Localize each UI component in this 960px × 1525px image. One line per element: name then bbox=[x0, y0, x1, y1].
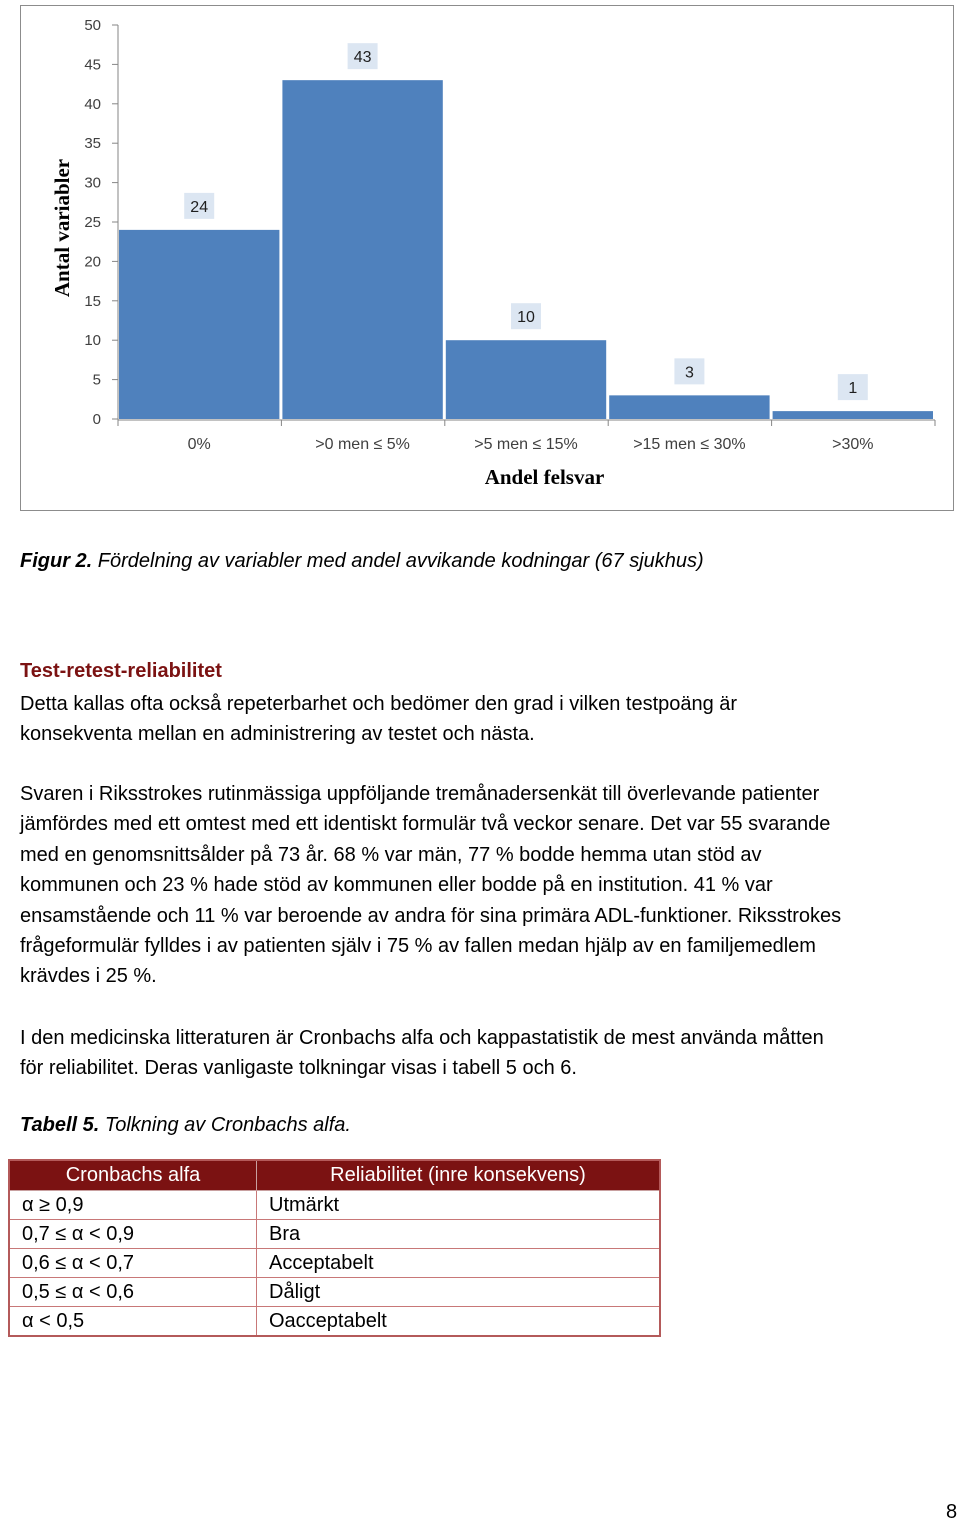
y-tick-label: 50 bbox=[84, 17, 101, 34]
figure-caption-prefix: Figur 2. bbox=[20, 550, 93, 572]
y-tick-label: 0 bbox=[92, 411, 101, 428]
table-caption-prefix: Tabell 5. bbox=[20, 1114, 100, 1136]
paragraph-definition: Detta kallas ofta också repeterbarhet och bedömer den grad i vilken testpoäng är konsekventa mellan en administrering av testet och nästa. bbox=[20, 693, 738, 746]
table-row bbox=[9, 1307, 660, 1337]
x-tick-label: >5 men ≤ 15% bbox=[474, 436, 578, 453]
y-tick-label: 45 bbox=[84, 56, 101, 74]
x-tick-label: >15 men ≤ 30% bbox=[633, 436, 746, 453]
table-cell-alpha: 0,5 ≤ α < 0,6 bbox=[9, 1278, 257, 1307]
cronbach-alpha-table bbox=[8, 1159, 661, 1337]
header-cronbachs-alfa: Cronbachs alfa bbox=[9, 1160, 257, 1191]
y-tick-label: 15 bbox=[84, 292, 101, 310]
table-cell-reliability: Dåligt bbox=[257, 1278, 661, 1307]
bar bbox=[119, 230, 279, 419]
bar bbox=[773, 411, 933, 419]
table-cell-reliability: Bra bbox=[257, 1220, 661, 1249]
table-row bbox=[9, 1220, 660, 1249]
paragraph-study: Svaren i Riksstrokes rutinmässiga uppföljande tremånadersenkät till överlevande patienter jämfördes med ett omtest med ett identiskt formulär två veckor senare. Det var 55 svarande med en genomsnittsålder på 73 år. 68 % var män, 77 % bodde hemma utan stöd av kommunen och 23 % hade stöd av kommunen eller bodde på en institution. 41 % var ensamstående och 11 % var beroende av andra för sina primära ADL-funktioner. Riksstrokes frågeformulär fylldes i av patienten själv i 75 % av fallen medan hjälp av en familjemedlem krävdes i 25 %. bbox=[20, 783, 842, 988]
table-cell-reliability: Acceptabelt bbox=[257, 1249, 661, 1278]
y-tick-label: 10 bbox=[84, 332, 101, 350]
header-reliabilitet: Reliabilitet (inre konsekvens) bbox=[257, 1160, 661, 1191]
table-cell-alpha: 0,7 ≤ α < 0,9 bbox=[9, 1220, 257, 1249]
chart-svg bbox=[21, 6, 953, 510]
table-header-row bbox=[9, 1160, 660, 1191]
bar-chart bbox=[20, 5, 954, 511]
x-tick-label: 0% bbox=[187, 436, 211, 453]
y-tick-label: 30 bbox=[84, 174, 101, 192]
table-cell-alpha: 0,6 ≤ α < 0,7 bbox=[9, 1249, 257, 1278]
figure-caption-text: Fördelning av variabler med andel avvikande kodningar (67 sjukhus) bbox=[92, 550, 704, 572]
bar bbox=[609, 395, 769, 419]
table-row bbox=[9, 1191, 660, 1220]
y-tick-label: 35 bbox=[84, 135, 101, 153]
bar bbox=[446, 340, 606, 419]
y-tick-label: 5 bbox=[92, 371, 101, 389]
table-cell-alpha: α ≥ 0,9 bbox=[9, 1191, 257, 1220]
bar bbox=[282, 80, 442, 419]
table-caption bbox=[20, 1114, 351, 1137]
x-tick-label: >30% bbox=[832, 436, 874, 453]
data-label: 1 bbox=[848, 380, 858, 398]
x-tick-label: >0 men ≤ 5% bbox=[315, 436, 410, 453]
y-tick-label: 25 bbox=[84, 214, 101, 231]
section-heading: Test-retest-reliabilitet bbox=[20, 660, 222, 682]
table-row bbox=[9, 1278, 660, 1307]
table-cell-reliability: Oacceptabelt bbox=[257, 1307, 661, 1337]
data-label: 24 bbox=[190, 198, 209, 216]
y-tick-label: 40 bbox=[84, 95, 101, 113]
y-axis-title: Antal variabler bbox=[50, 158, 74, 298]
table-row bbox=[9, 1249, 660, 1278]
page-number: 8 bbox=[946, 1501, 958, 1523]
table-cell-reliability: Utmärkt bbox=[257, 1191, 661, 1220]
paragraph-literature: I den medicinska litteraturen är Cronbachs alfa och kappastatistik de mest använda måtten för reliabilitet. Deras vanligaste tolkningar visas i tabell 5 och 6. bbox=[20, 1027, 824, 1080]
table-cell-alpha: α < 0,5 bbox=[9, 1307, 257, 1337]
data-label: 3 bbox=[684, 364, 694, 382]
table-caption-text: Tolkning av Cronbachs alfa. bbox=[99, 1114, 351, 1136]
y-tick-label: 20 bbox=[84, 253, 101, 271]
data-label: 43 bbox=[353, 49, 372, 67]
figure-caption bbox=[20, 550, 704, 573]
data-label: 10 bbox=[517, 309, 535, 327]
x-axis-title: Andel felsvar bbox=[484, 465, 605, 489]
